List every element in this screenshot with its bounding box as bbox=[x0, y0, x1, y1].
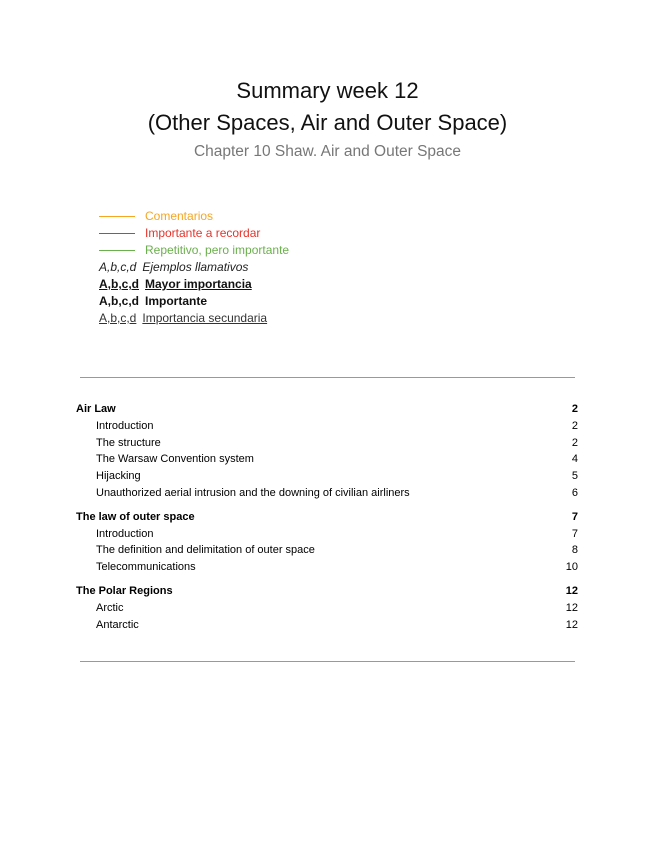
toc-item-label: Unauthorized aerial intrusion and the downing of civilian airliners bbox=[96, 486, 410, 499]
legend-prefix: A,b,c,d bbox=[99, 277, 140, 291]
toc-heading-polar[interactable] bbox=[76, 583, 578, 600]
toc-heading-label: Air Law bbox=[76, 403, 116, 415]
legend-prefix: A,b,c,d bbox=[99, 260, 137, 274]
legend-importante bbox=[99, 293, 289, 310]
table-of-contents bbox=[76, 401, 578, 640]
legend-prefix: A,b,c,d bbox=[99, 311, 137, 325]
legend bbox=[99, 208, 289, 327]
toc-item-label: The structure bbox=[96, 436, 161, 449]
legend-dash-orange bbox=[99, 216, 135, 217]
legend-mayor-label: Mayor importancia bbox=[145, 277, 252, 291]
toc-page-number: 5 bbox=[571, 470, 578, 483]
page-title-line-1: Summary week 12 bbox=[236, 78, 419, 103]
toc-page-number: 2 bbox=[571, 403, 578, 415]
toc-item-label: Introduction bbox=[96, 419, 154, 432]
legend-secundaria-label: Importancia secundaria bbox=[142, 311, 268, 325]
legend-importante-recordar-label: Importante a recordar bbox=[145, 226, 261, 240]
toc-page-number: 6 bbox=[571, 486, 578, 499]
legend-comentarios bbox=[99, 208, 289, 225]
toc-page-number: 7 bbox=[571, 527, 578, 540]
toc-item[interactable] bbox=[76, 617, 578, 634]
toc-item-label: Telecommunications bbox=[96, 561, 196, 574]
toc-page-number: 2 bbox=[571, 436, 578, 449]
toc-page-number: 12 bbox=[565, 601, 578, 614]
legend-repetitivo bbox=[99, 242, 289, 259]
toc-item[interactable] bbox=[76, 485, 578, 502]
toc-item[interactable] bbox=[76, 451, 578, 468]
legend-prefix: A,b,c,d bbox=[99, 294, 140, 308]
toc-item-label: Introduction bbox=[96, 527, 154, 540]
legend-repetitivo-label: Repetitivo, pero importante bbox=[145, 243, 290, 257]
legend-dash-red bbox=[99, 233, 135, 234]
toc-item[interactable] bbox=[76, 468, 578, 485]
toc-heading-outer-space[interactable] bbox=[76, 509, 578, 526]
toc-item-label: Antarctic bbox=[96, 618, 139, 631]
toc-item-label: The Warsaw Convention system bbox=[96, 453, 254, 466]
legend-ejemplos-label: Ejemplos llamativos bbox=[142, 260, 249, 274]
legend-secundaria bbox=[99, 310, 289, 327]
page-title-line-2: (Other Spaces, Air and Outer Space) bbox=[147, 110, 508, 135]
toc-heading-air-law[interactable] bbox=[76, 401, 578, 418]
toc-page-number: 12 bbox=[565, 618, 578, 631]
toc-item-label: Hijacking bbox=[96, 470, 141, 483]
toc-item[interactable] bbox=[76, 559, 578, 576]
toc-heading-label: The Polar Regions bbox=[76, 584, 173, 597]
toc-page-number: 8 bbox=[571, 544, 578, 557]
toc-section-air-law bbox=[76, 401, 578, 502]
legend-importante-label: Importante bbox=[145, 294, 208, 308]
toc-page-number: 7 bbox=[571, 510, 578, 523]
toc-item[interactable] bbox=[76, 418, 578, 435]
toc-section-outer-space bbox=[76, 509, 578, 576]
page-subtitle: Chapter 10 Shaw. Air and Outer Space bbox=[193, 143, 462, 160]
toc-item[interactable] bbox=[76, 600, 578, 617]
toc-item[interactable] bbox=[76, 526, 578, 543]
legend-ejemplos bbox=[99, 259, 289, 276]
toc-item[interactable] bbox=[76, 435, 578, 452]
toc-item[interactable] bbox=[76, 542, 578, 559]
toc-page-number: 10 bbox=[565, 561, 578, 574]
toc-item-label: The definition and delimitation of outer space bbox=[96, 544, 315, 557]
toc-page-number: 2 bbox=[571, 419, 578, 432]
toc-heading-label: The law of outer space bbox=[76, 510, 195, 523]
toc-section-polar bbox=[76, 583, 578, 633]
legend-mayor bbox=[99, 276, 289, 293]
divider-top bbox=[80, 377, 575, 378]
legend-comentarios-label: Comentarios bbox=[145, 209, 214, 223]
toc-page-number: 12 bbox=[565, 584, 578, 597]
toc-page-number: 4 bbox=[571, 453, 578, 466]
legend-importante-recordar bbox=[99, 225, 289, 242]
legend-dash-green bbox=[99, 250, 135, 251]
divider-bottom bbox=[80, 661, 575, 662]
toc-item-label: Arctic bbox=[96, 601, 124, 614]
